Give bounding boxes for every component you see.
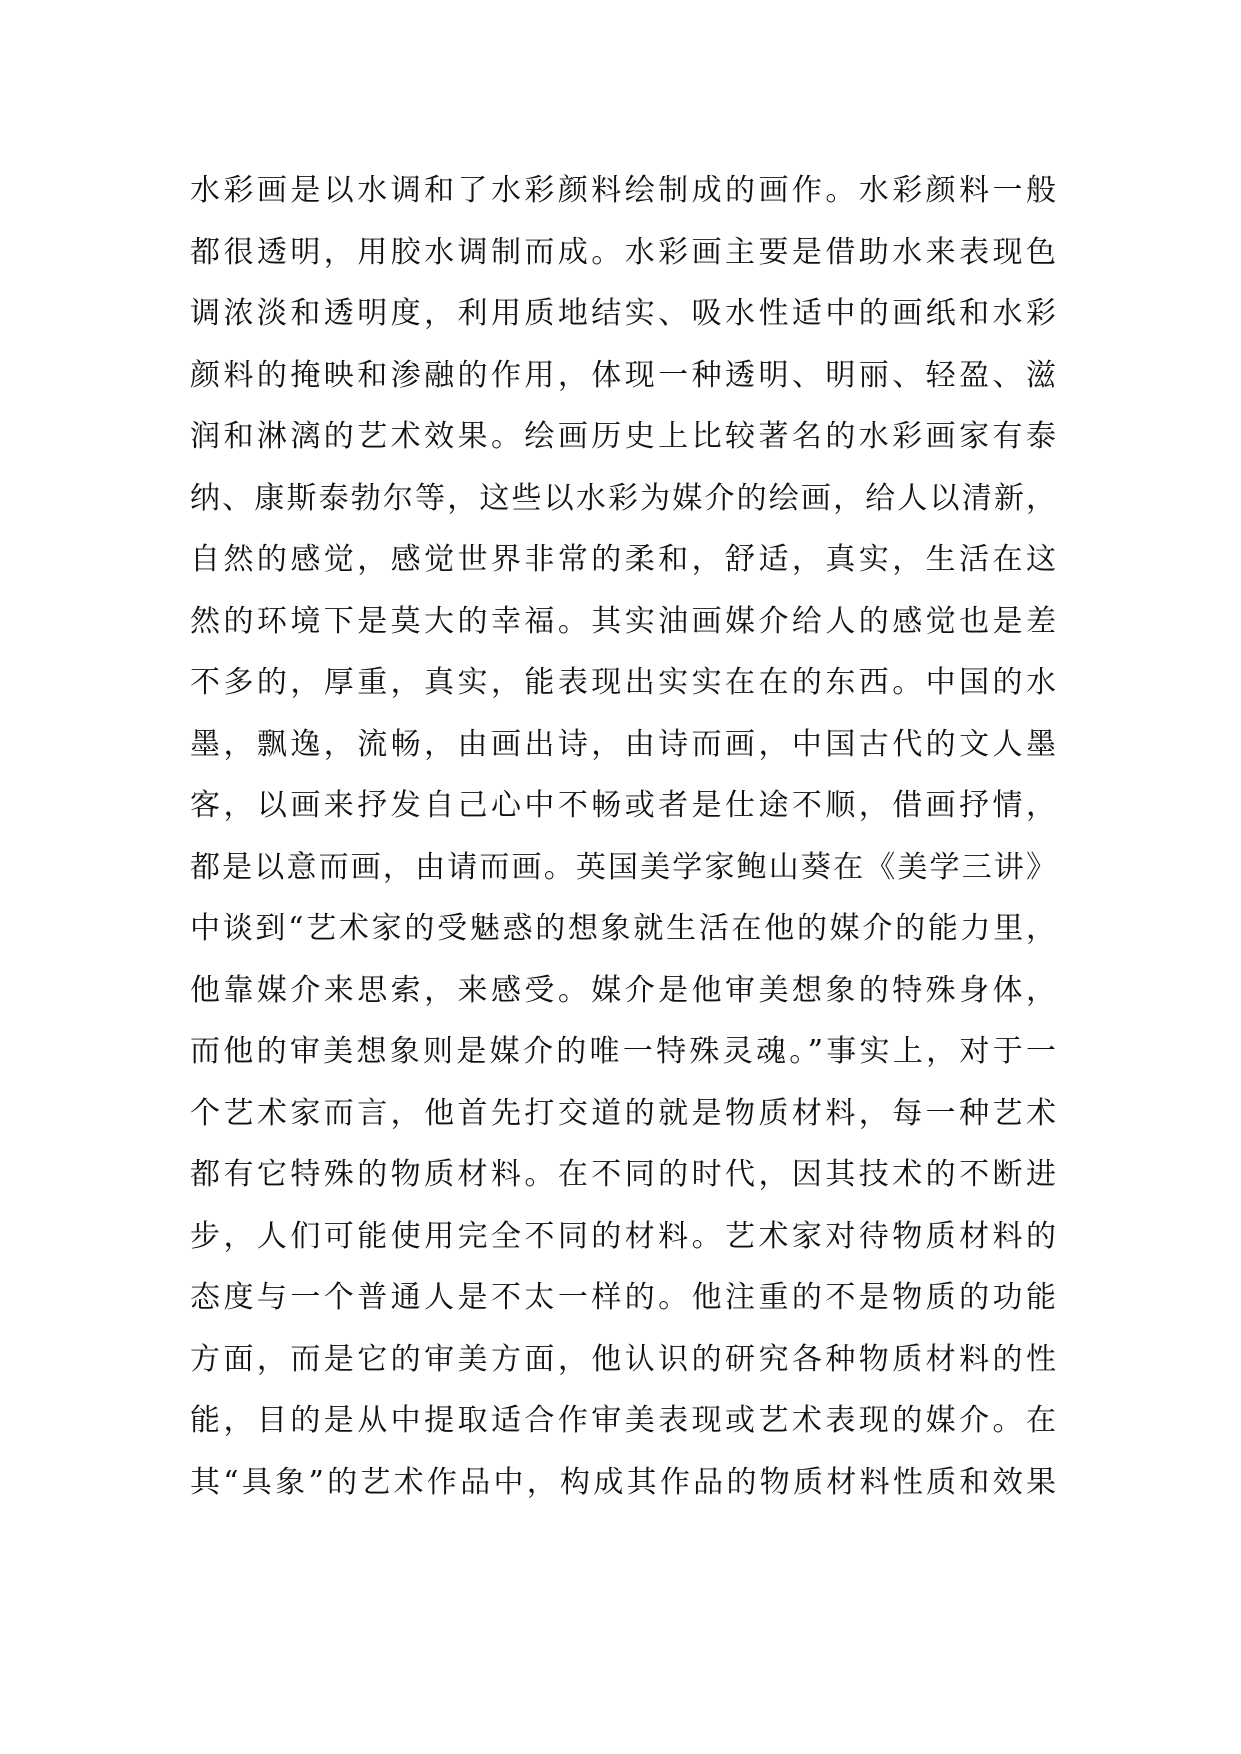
text-line: 都是以意而画，由请而画。英国美学家鲍山葵在《美学三讲》 bbox=[190, 849, 1056, 885]
text-line: 墨，飘逸，流畅，由画出诗，由诗而画，中国古代的文人墨 bbox=[190, 726, 1056, 762]
text-line: 个艺术家而言，他首先打交道的就是物质材料，每一种艺术 bbox=[190, 1095, 1056, 1131]
text-line: 步，人们可能使用完全不同的材料。艺术家对待物质材料的 bbox=[190, 1218, 1056, 1254]
text-line: 调浓淡和透明度，利用质地结实、吸水性适中的画纸和水彩 bbox=[190, 296, 1056, 331]
text-line: 客，以画来抒发自己心中不畅或者是仕途不顺，借画抒情， bbox=[190, 788, 1056, 823]
text-line: 都有它特殊的物质材料。在不同的时代，因其技术的不断进 bbox=[190, 1157, 1056, 1192]
text-line: 水彩画是以水调和了水彩颜料绘制成的画作。水彩颜料一般 bbox=[190, 173, 1056, 208]
text-line: 不多的，厚重，真实，能表现出实实在在的东西。中国的水 bbox=[190, 665, 1056, 700]
text-line: 纳、康斯泰勃尔等，这些以水彩为媒介的绘画，给人以清新， bbox=[190, 480, 1056, 516]
text-line: 润和淋漓的艺术效果。绘画历史上比较著名的水彩画家有泰 bbox=[190, 419, 1056, 454]
text-line: 其“具象”的艺术作品中，构成其作品的物质材料性质和效果 bbox=[190, 1464, 1056, 1500]
text-line: 而他的审美想象则是媒介的唯一特殊灵魂。”事实上，对于一 bbox=[190, 1034, 1056, 1069]
text-line: 中谈到“艺术家的受魅惑的想象就生活在他的媒介的能力里， bbox=[190, 911, 1056, 946]
text-line: 他靠媒介来思索，来感受。媒介是他审美想象的特殊身体， bbox=[190, 972, 1056, 1008]
text-line: 颜料的掩映和渗融的作用，体现一种透明、明丽、轻盈、滋 bbox=[190, 357, 1056, 393]
text-line: 方面，而是它的审美方面，他认识的研究各种物质材料的性 bbox=[190, 1341, 1056, 1377]
text-line: 自然的感觉，感觉世界非常的柔和，舒适，真实，生活在这 bbox=[190, 542, 1056, 577]
text-line: 都很透明，用胶水调制而成。水彩画主要是借助水来表现色 bbox=[190, 234, 1056, 270]
text-line: 态度与一个普通人是不太一样的。他注重的不是物质的功能 bbox=[190, 1280, 1056, 1315]
text-line: 能，目的是从中提取适合作审美表现或艺术表现的媒介。在 bbox=[190, 1403, 1056, 1438]
text-line: 然的环境下是莫大的幸福。其实油画媒介给人的感觉也是差 bbox=[190, 603, 1056, 639]
body-paragraph bbox=[190, 160, 1056, 1513]
